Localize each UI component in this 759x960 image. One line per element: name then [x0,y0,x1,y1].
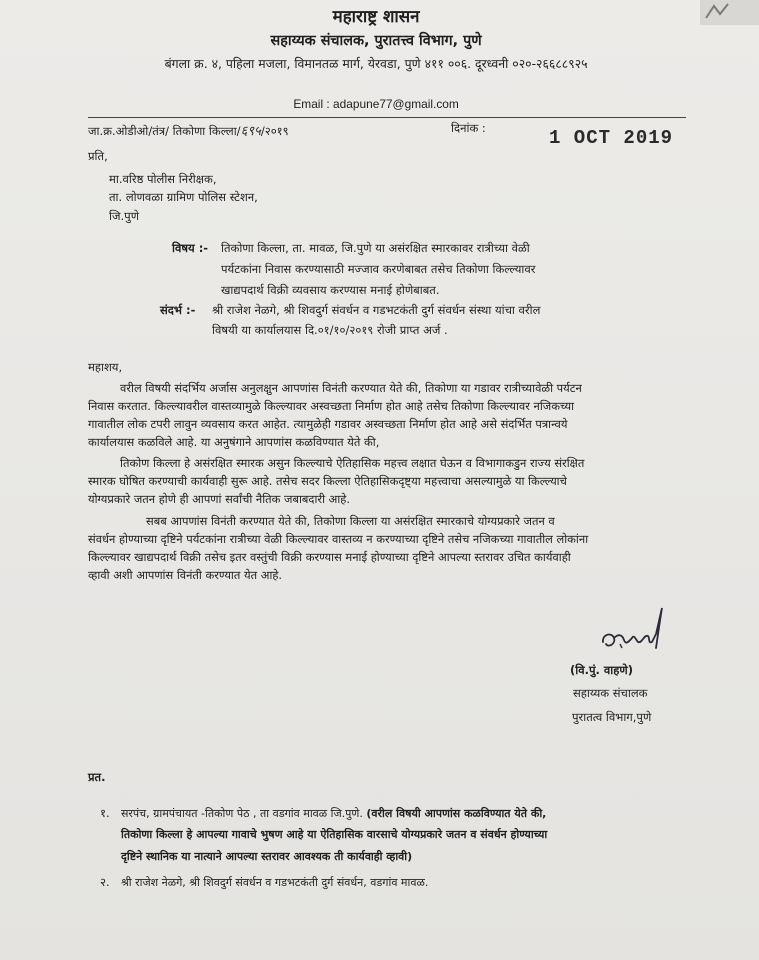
reference-label: संदर्भ :- [160,303,196,317]
email-address[interactable]: adapune77@gmail.com [333,97,459,111]
body-line: योग्यप्रकारे जतन होणे ही आपणां सर्वांची नैतिक जबाबदारी आहे. [88,492,350,506]
signatory-designation: सहाय्यक संचालक [573,686,648,700]
body-line: सबब आपणांस विनंती करण्यात येते की, तिकोणा किल्ला या असंरक्षित स्मारकाचे योग्यप्रकारे जतन व [146,514,555,528]
office-title: सहाय्यक संचालक, पुरातत्त्व विभाग, पुणे [270,33,482,49]
body-line: किल्ल्यावर खाद्यपदार्थ विक्री तसेच इतर वस्तुंची विक्री करण्यास मनाई होण्याच्या दृष्टिने आपल्या स्तरावर उचित कार्यवाही [88,550,571,564]
subject-label: विषय :- [172,241,209,255]
office-address: बंगला क्र. ४, पहिला मजला, विमानतळ मार्ग, येरवडा, पुणे ४११ ००६. दूरध्वनी ०२०-२६६८८९२५ [164,56,588,71]
copy-number: २. [100,875,110,889]
recipient-line: जि.पुणे [109,209,140,223]
body-line: कार्यालयास कळविले आहे. या अनुषंगाने आपणांस कळविण्यात येते की, [88,435,380,449]
reference-line: श्री राजेश नेळगे, श्री शिवदुर्ग संवर्धन व गडभटकंती दुर्ग संवर्धन संस्था यांचा वरील [212,303,541,317]
reference-prefix: जा.क्र.ओडीओ/तंत्र/ तिकोणा किल्ला/ [88,124,241,138]
recipient-to: प्रति, [88,149,108,163]
subject-line: तिकोणा किल्ला, ता. मावळ, जि.पुणे या असंरक्षित स्मारकावर रात्रीच्या वेळी [221,241,530,255]
reference-year: /२०१९ [260,124,289,138]
copy-recipient-text: सरपंच, ग्रामपंचायत -तिकोण पेठ , ता वडगांव मावळ जि.पुणे. [121,807,363,820]
reference-number [88,121,289,139]
copy-number: १. [100,806,110,820]
copies-label: प्रत. [88,770,106,784]
handwritten-signature [598,604,668,660]
reference-line: विषयी या कार्यालयास दि.०१/१०/२०१९ रोजी प्राप्त अर्ज . [212,323,448,337]
recipient-line: मा.वरिष्ठ पोलीस निरीक्षक, [109,172,217,186]
email-line [0,97,752,111]
body-line: स्मारक घोषित करण्याची कार्यवाही सुरू आहे. तसेच सदर किल्ला ऐतिहासिकदृष्ट्या महत्त्वाचा असल्यामुळे या किल्ल्याचे [88,474,567,488]
signatory-department: पुरातत्व विभाग,पुणे [572,710,652,724]
header-divider [88,117,686,118]
copy-note-line: तिकोणा किल्ला हे आपल्या गावाचे भुषण आहे या ऐतिहासिक वारसाचे योग्यप्रकारे जतन व संवर्धन होण्याच्या [121,828,548,841]
date-label: दिनांक : [451,121,486,135]
body-line: निवास करतात. किल्ल्यावरील वास्तव्यामुळे किल्ल्यावर अस्वच्छता निर्माण होत आहे तसेच तिकोणा किल्ल्यावर नजिकच्या [88,399,575,413]
government-title: महाराष्ट्र शासन [332,7,420,27]
reference-handwritten-number: ६९५ [240,124,261,139]
email-label: Email : [293,97,330,111]
copy-recipient: श्री राजेश नेळगे, श्री शिवदुर्ग संवर्धन व गडभटकंती दुर्ग संवर्धन, वडगांव मावळ. [121,876,429,889]
copy-recipient [121,806,546,821]
body-line: गावातील लोक टपरी लावुन व्यवसाय करत आहेत. त्यामुळेही गडावर अस्वच्छता निर्माण होत आहे असे संदर्भित पत्रान्वये [88,417,568,431]
salutation: महाशय, [88,360,123,374]
body-line: तिकोण किल्ला हे असंरक्षित स्मारक असुन किल्ल्याचे ऐतिहासिक महत्त्व लक्षात घेऊन व विभागाकडुन राज्य संरक्षित [120,456,585,470]
body-line: वरील विषयी संदर्भिय अर्जास अनुलक्षुन आपणांस विनंती करण्यात येते की, तिकोणा या गडावर रात्रीच्यावेळी पर्यटन [120,381,582,395]
signatory-name: (वि.पुं. वाहणे) [570,663,633,677]
copy-note: (वरील विषयी आपणांस कळविण्यात येते की, [366,807,547,820]
subject-line: खाद्यपदार्थ विक्री व्यवसाय करण्यास मनाई होणेबाबत. [221,283,440,297]
date-stamp: 1 OCT 2019 [549,127,674,149]
body-line: व्हावी अशी आपणांस विनंती करण्यात येत आहे. [88,568,283,582]
copy-note-line: दृष्टिने स्थानिक या नात्याने आपल्या स्तरावर आवश्यक ती कार्यवाही व्हावी) [121,850,413,863]
subject-line: पर्यटकांना निवास करण्यासाठी मज्जाव करणेबाबत तसेच तिकोणा किल्ल्यावर [221,262,536,276]
body-line: संवर्धन होण्याच्या दृष्टिने पर्यटकांना रात्रीच्या वेळी किल्ल्यावर वास्तव्य न करण्याच्या दृष्टिने तसेच नजिकच्या गावातील लोकांना [88,532,589,546]
recipient-line: ता. लोणवळा ग्रामिण पोलिस स्टेशन, [109,190,258,204]
